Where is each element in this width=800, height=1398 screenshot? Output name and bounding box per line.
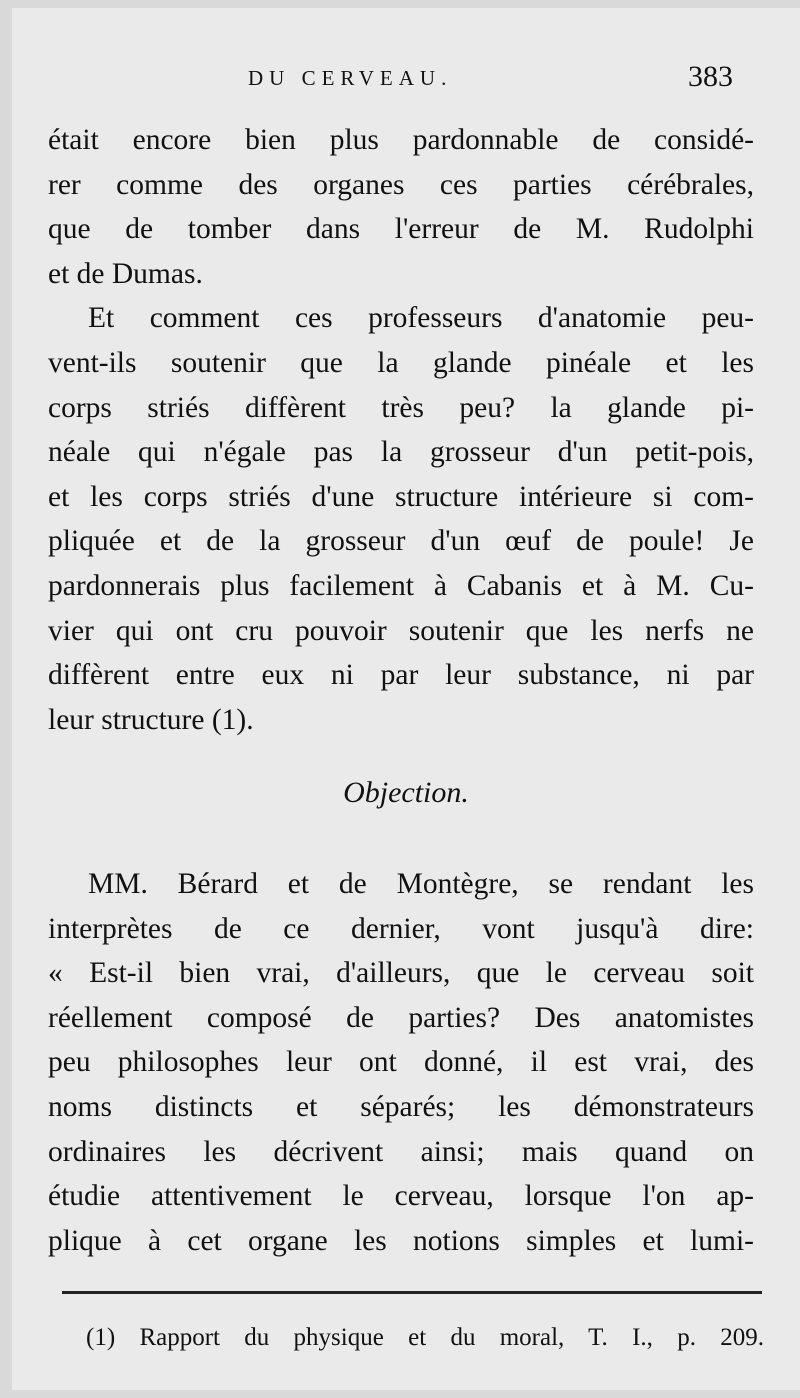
text-line: et les corps striés d'une structure intérieure si com- <box>48 480 754 513</box>
text-line: diffèrent entre eux ni par leur substance, ni par <box>48 659 754 692</box>
text-line: étudie attentivement le cerveau, lorsque l'on ap- <box>48 1180 754 1213</box>
text-line: plique à cet organe les notions simples et lumi- <box>48 1224 754 1257</box>
paragraph-2 <box>48 296 754 341</box>
objection-text <box>48 862 754 1263</box>
paragraph-2-cont <box>48 341 754 742</box>
text-line: leur structure (1). <box>48 703 254 736</box>
text-line: interprètes de ce dernier, vont jusqu'à dire: <box>48 912 754 945</box>
text-line: vier qui ont cru pouvoir soutenir que les nerfs ne <box>48 614 754 647</box>
text-line: noms distincts et séparés; les démonstrateurs <box>48 1090 754 1123</box>
text-line: Et comment ces professeurs d'anatomie peu- <box>88 302 754 335</box>
text-line: ordinaires les décrivent ainsi; mais quand on <box>48 1135 754 1168</box>
text-line: rer comme des organes ces parties cérébrales, <box>48 168 754 201</box>
section-heading: Objection. <box>343 776 469 809</box>
text-line: corps striés diffèrent très peu? la glande pi- <box>48 391 754 424</box>
body-text <box>48 118 754 742</box>
text-line: néale qui n'égale pas la grosseur d'un petit-pois, <box>48 436 754 469</box>
text-line: « Est-il bien vrai, d'ailleurs, que le cerveau soit <box>48 957 754 990</box>
book-page <box>12 8 800 1390</box>
footnote: (1) Rapport du physique et du moral, T. I., p. 209. <box>86 1324 764 1351</box>
page-header <box>12 60 800 100</box>
text-line: pardonnerais plus facilement à Cabanis et à M. Cu- <box>48 569 754 602</box>
text-line: que de tomber dans l'erreur de M. Rudolphi <box>48 213 754 246</box>
text-line: pliquée et de la grosseur d'un œuf de poule! Je <box>48 525 754 558</box>
text-line: et de Dumas. <box>48 257 203 290</box>
paragraph-1 <box>48 118 754 296</box>
footnote-rule <box>62 1291 762 1294</box>
text-line: peu philosophes leur ont donné, il est vrai, des <box>48 1046 754 1079</box>
text-line: vent-ils soutenir que la glande pinéale et les <box>48 346 754 379</box>
text-line: était encore bien plus pardonnable de considé- <box>48 124 754 156</box>
text-line: MM. Bérard et de Montègre, se rendant les <box>88 868 754 900</box>
page-number: 383 <box>688 60 733 93</box>
text-line: réellement composé de parties? Des anatomistes <box>48 1001 754 1034</box>
running-head: DU CERVEAU. <box>248 66 453 90</box>
